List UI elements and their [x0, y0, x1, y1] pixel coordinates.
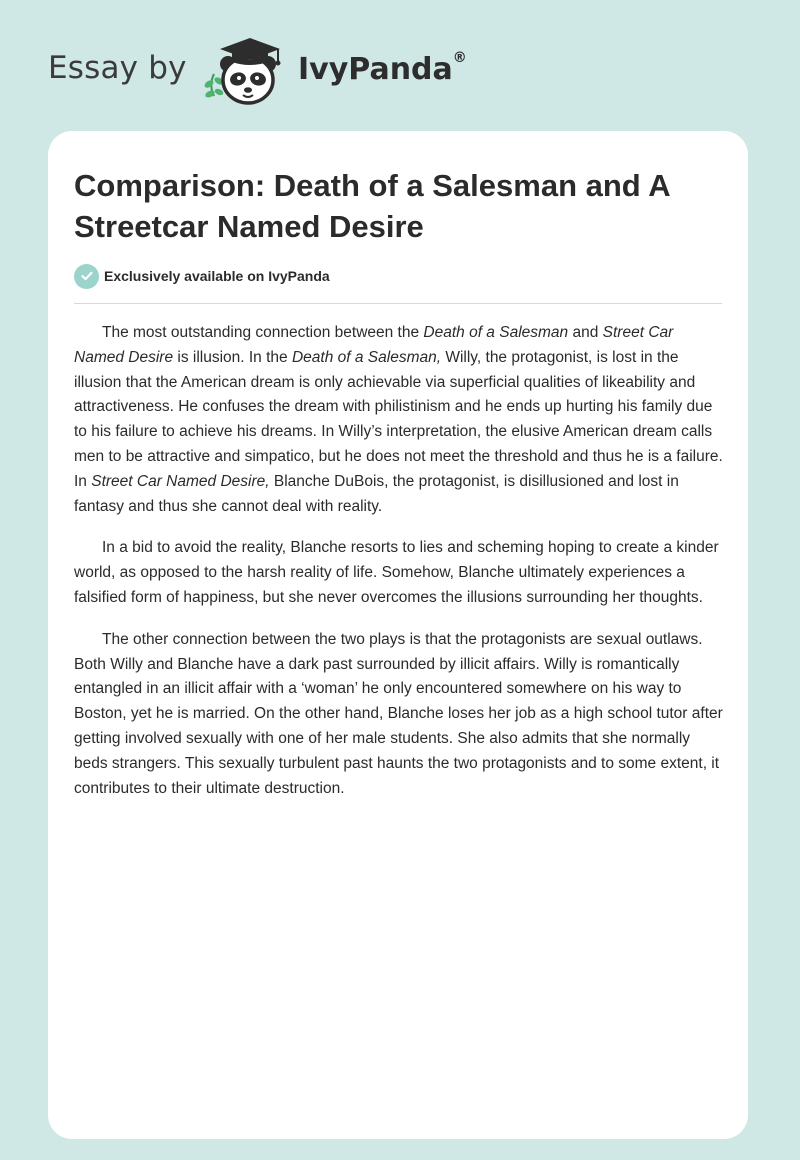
text-run: In a bid to avoid the reality, Blanche resorts to lies and scheming hoping to create a kinder world, as opposed to the harsh reality of life. Somehow, Blanche ultimately experiences a falsified form of happiness, but she never overcomes the illusions surrounding her thoughts. — [74, 539, 719, 606]
brand-name[interactable] — [298, 52, 467, 87]
text-run: The other connection between the two plays is that the protagonists are sexual outlaws. Both Willy and Blanche have a dark past surrounded by illicit affairs. Willy is romantically entangled in an illicit affair with a ‘woman’ he only encountered somewhere on his way to Boston, yet he is married. On the other hand, Blanche loses her job as a high school tutor after getting involved sexually with one of her male students. She also admits that she normally beds strangers. This sexually turbulent past haunts the two protagonists and to some extent, it contributes to their ultimate destruction. — [74, 630, 723, 797]
essay-body — [74, 321, 724, 818]
text-run: and — [568, 324, 603, 341]
title-divider — [74, 303, 722, 304]
italic-title-run: Street Car Named Desire, — [91, 472, 270, 490]
registered-mark: ® — [452, 50, 467, 66]
essay-paragraph — [74, 628, 724, 802]
site-header — [0, 0, 800, 130]
italic-title-run: Death of a Salesman — [423, 324, 569, 341]
text-run: The most outstanding connection between the — [102, 324, 424, 341]
exclusive-badge — [74, 262, 330, 290]
check-circle-icon — [74, 264, 99, 289]
essay-by-label: Essay by — [48, 50, 187, 86]
italic-title-run: Street Car Named Desire — [74, 324, 674, 366]
essay-paragraph — [74, 536, 724, 610]
essay-card — [48, 131, 748, 1139]
text-run: Willy, the protagonist, is lost in the illusion that the American dream is only achievable via superficial qualities of likeability and attractiveness. He confuses the dream with philistinism and he ends up hurting his family due to his failure to achieve his dreams. In Willy’s interpretation, the elusive American dream calls men to be attractive and simpatico, but he does not meet the threshold and thus he is a failure. In — [74, 348, 723, 490]
essay-title: Comparison: Death of a Salesman and A Streetcar Named Desire — [74, 168, 670, 244]
italic-title-run: Death of a Salesman, — [291, 348, 442, 366]
exclusive-badge-label: Exclusively available on IvyPanda — [104, 268, 330, 284]
essay-paragraph — [74, 321, 724, 519]
brand-text: IvyPanda — [298, 52, 453, 87]
text-run: Blanche DuBois, the protagonist, is disillusioned and lost in fantasy and thus she cannot deal with reality. — [74, 472, 679, 515]
panda-graduate-icon — [200, 34, 292, 108]
text-run: is illusion. In the — [173, 348, 292, 366]
